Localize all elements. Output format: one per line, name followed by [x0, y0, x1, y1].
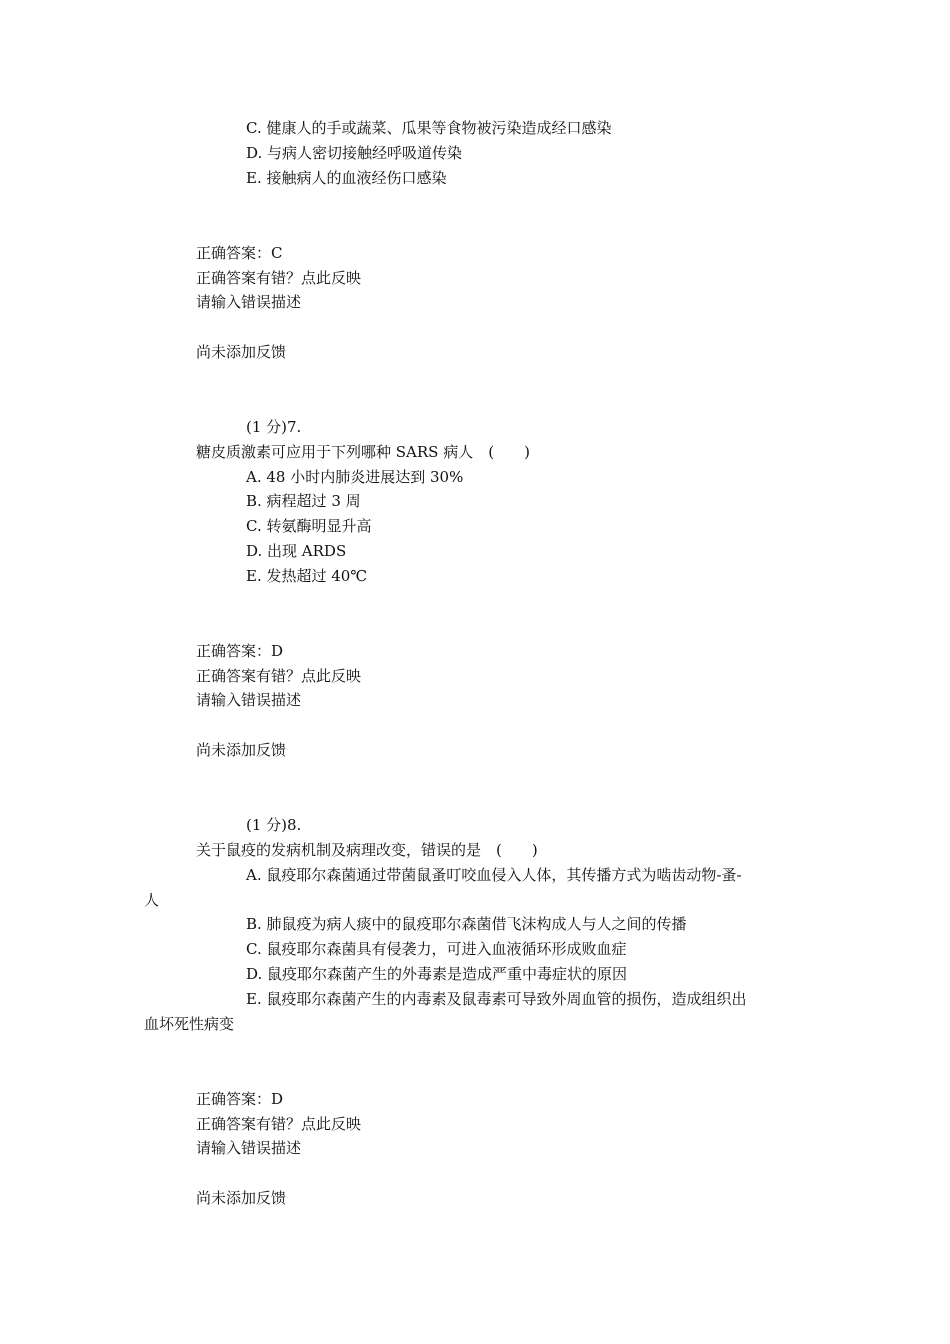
q6-option-d[interactable]: D. 与病人密切接触经呼吸道传染 [246, 144, 463, 162]
q8-report-error-link[interactable]: 正确答案有错？点此反映 [196, 1115, 362, 1133]
q7-option-b[interactable]: B. 病程超过 3 周 [246, 492, 361, 510]
q7-question-text: 糖皮质激素可应用于下列哪种 SARS 病人 ( ) [196, 443, 530, 461]
q8-option-e-line1: E. 鼠疫耶尔森菌产生的内毒素及鼠毒素可导致外周血管的损伤，造成组织出 [246, 990, 747, 1008]
q6-option-e[interactable]: E. 接触病人的血液经伤口感染 [246, 169, 447, 187]
q7-option-a[interactable]: A. 48 小时内肺炎进展达到 30% [246, 468, 464, 486]
q6-feedback-status: 尚未添加反馈 [196, 343, 287, 361]
q6-error-description-input[interactable]: 请输入错误描述 [196, 293, 302, 311]
q8-correct-answer: 正确答案：D [196, 1090, 284, 1108]
q6-correct-answer: 正确答案：C [196, 244, 283, 262]
q8-option-c[interactable]: C. 鼠疫耶尔森菌具有侵袭力，可进入血液循环形成败血症 [246, 940, 627, 958]
q6-report-error-link[interactable]: 正确答案有错？点此反映 [196, 269, 362, 287]
q8-score-number: (1 分)8. [246, 816, 302, 834]
q8-option-d[interactable]: D. 鼠疫耶尔森菌产生的外毒素是造成严重中毒症状的原因 [246, 965, 628, 983]
q8-feedback-status: 尚未添加反馈 [196, 1189, 287, 1207]
q8-question-text: 关于鼠疫的发病机制及病理改变，错误的是 ( ) [196, 841, 538, 859]
q7-feedback-status: 尚未添加反馈 [196, 741, 287, 759]
q7-correct-answer: 正确答案：D [196, 642, 284, 660]
q7-report-error-link[interactable]: 正确答案有错？点此反映 [196, 667, 362, 685]
q8-option-e-line2: 血坏死性病变 [144, 1015, 235, 1033]
q8-option-b[interactable]: B. 肺鼠疫为病人痰中的鼠疫耶尔森菌借飞沫构成人与人之间的传播 [246, 915, 687, 933]
q8-option-a-line1: A. 鼠疫耶尔森菌通过带菌鼠蚤叮咬血侵入人体，其传播方式为啮齿动物-蚤- [246, 866, 742, 884]
q7-option-e[interactable]: E. 发热超过 40℃ [246, 567, 368, 585]
q6-option-c[interactable]: C. 健康人的手或蔬菜、瓜果等食物被污染造成经口感染 [246, 119, 612, 137]
q7-option-c[interactable]: C. 转氨酶明显升高 [246, 517, 372, 535]
q8-error-description-input[interactable]: 请输入错误描述 [196, 1139, 302, 1157]
q7-option-d[interactable]: D. 出现 ARDS [246, 542, 347, 560]
q7-error-description-input[interactable]: 请输入错误描述 [196, 691, 302, 709]
q7-score-number: (1 分)7. [246, 418, 302, 436]
q8-option-a-line2: 人 [144, 891, 160, 909]
